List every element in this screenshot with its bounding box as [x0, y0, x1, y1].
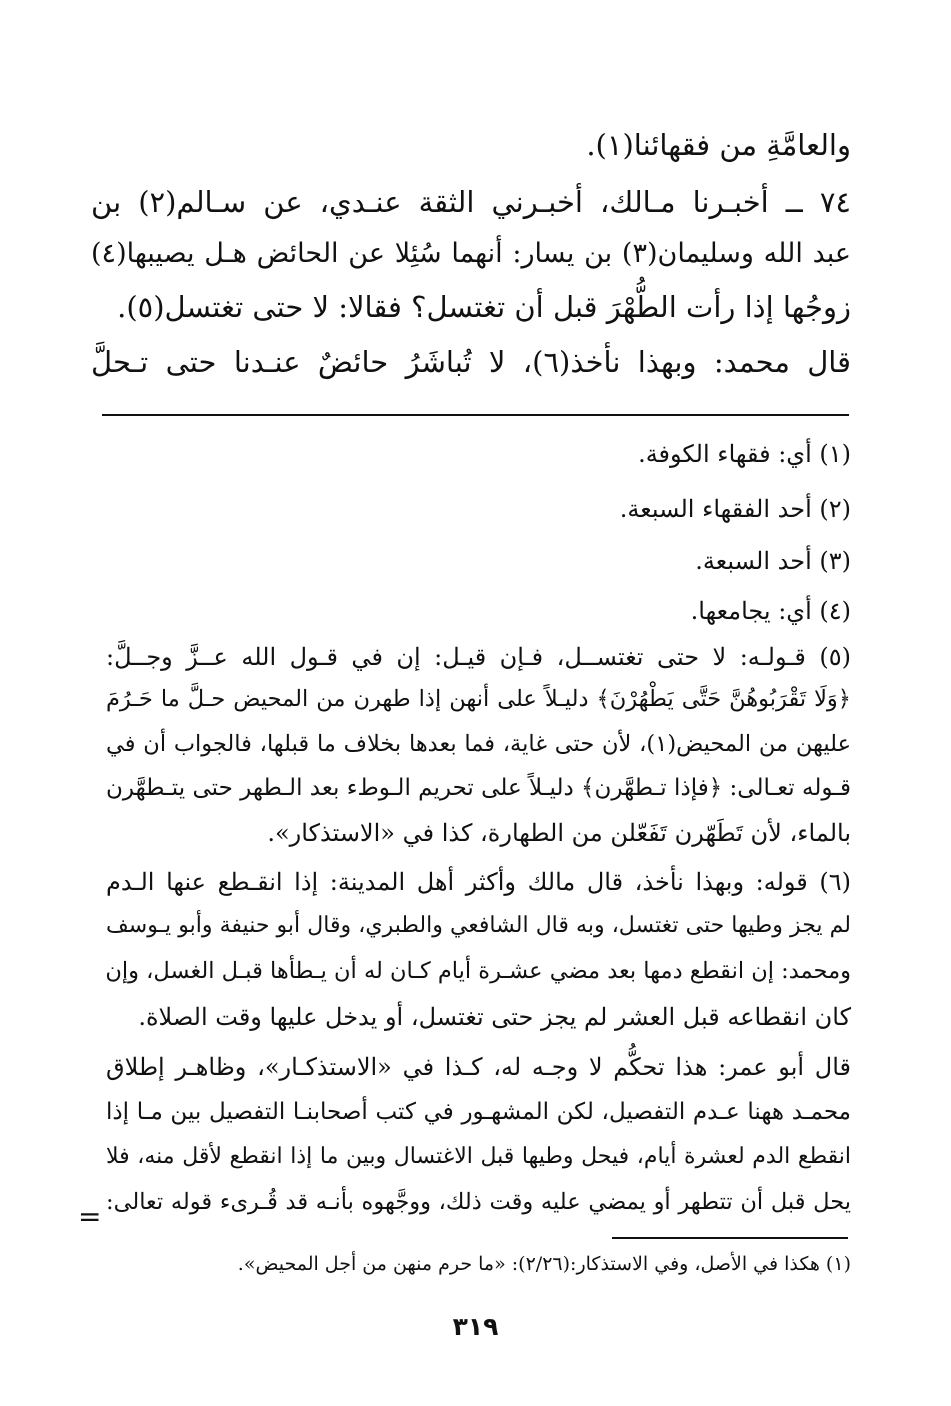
main-line-1: والعامَّةِ من فقهائنا(١).: [586, 128, 851, 162]
footnote-1: (١) أي: فقهاء الكوفة.: [638, 440, 851, 468]
footnote-5-line-2: ﴿وَلَا تَقْرَبُوهُنَّ حَتَّى يَطْهُرْنَ﴾ دليـلاً على أنهن إذا طهرن من المحيض حـلَّ ما حَـرُمَ: [106, 686, 851, 712]
footnote-6-line-3: ومحمد: إن انقطع دمها بعد مضي عشـرة أيام كـان له أن يـطأها قبـل الغسل، وإن: [105, 958, 851, 984]
page-number: ٣١٩: [452, 1312, 499, 1341]
footnote-5-line-5: بالماء، لأن تَطَهّرن تَفَعّلن من الطهارة، كذا في «الاستذكار».: [267, 819, 851, 847]
footnote-6-line-4: كان انقطاعه قبل العشر لم يجز حتى تغتسل، أو يدخل عليها وقت الصلاة.: [138, 1003, 851, 1031]
sub-footnote-separator: [612, 1237, 848, 1239]
sub-footnote: (١) هكذا في الأصل، وفي الاستذكار:(٢/٢٦): «ما حرم منهن من أجل المحيض».: [237, 1253, 851, 1275]
main-line-5: قال محمد: وبهذا نأخذ(٦)، لا تُباشَرُ حائضٌ عنـدنا حتى تـحلَّ: [91, 345, 851, 379]
footnote-6-line-1: (٦) قوله: وبهذا نأخذ، قال مالك وأكثر أهل المدينة: إذا انقـطع عنها الـدم: [106, 868, 851, 896]
footnote-2: (٢) أحد الفقهاء السبعة.: [619, 495, 851, 523]
main-line-4: زوجُها إذا رأت الطُّهْرَ قبل أن تغتسل؟ فقالا: لا حتى تغتسل(٥).: [117, 290, 851, 324]
main-line-2: ٧٤ ــ أخبـرنا مـالك، أخبـرني الثقة عنـدي، عن سـالم(٢) بن: [91, 185, 851, 219]
footnote-5-line-4: قـوله تعـالى: ﴿فإذا تـطهَّرن﴾ دليـلاً على تحريم الـوطء بعد الـطهر حتى يتـطهَّرن: [106, 775, 851, 801]
footnote-4: (٤) أي: يجامعها.: [690, 597, 851, 625]
footnote-5-line-3: عليهن من المحيض(١)، لأن حتى غاية، فما بعدها بخلاف ما قبلها، فالجواب أن في: [106, 731, 851, 757]
footnote-5-line-1: (٥) قـولـه: لا حتى تغتســل، فـإن قيـل: إن في قـول الله عــزَّ وجــلَّ:: [106, 643, 851, 671]
footnote-6-line-6: محمـد ههنا عـدم التفصيل، لكن المشهـور في كتب أصحابنـا التفصيل بين مـا إذا: [106, 1099, 851, 1125]
continuation-mark: =: [78, 1200, 102, 1233]
footnote-3: (٣) أحد السبعة.: [695, 547, 851, 575]
footnote-6-line-5: قال أبو عمر: هذا تحكُّم لا وجـه له، كـذا في «الاستذكـار»، وظاهـر إطلاق: [106, 1053, 851, 1081]
main-line-3: عبد الله وسليمان(٣) بن يسار: أنهما سُئِلا عن الحائض هـل يصيبها(٤): [91, 238, 851, 269]
footnote-6-line-2: لم يجز وطيها حتى تغتسل، وبه قال الشافعي والطبري، وقال أبو حنيفة وأبو يـوسف: [106, 913, 851, 938]
footnote-separator: [102, 414, 849, 416]
footnote-6-line-8: يحل قبل أن تتطهر أو يمضي عليه وقت ذلك، ووجَّهوه بأنـه قد قُـرىء قوله تعالى:: [106, 1189, 851, 1215]
footnote-6-line-7: انقطع الدم لعشرة أيام، فيحل وطيها قبل الاغتسال وبين ما إذا انقطع لأقل منه، فلا: [106, 1144, 851, 1169]
